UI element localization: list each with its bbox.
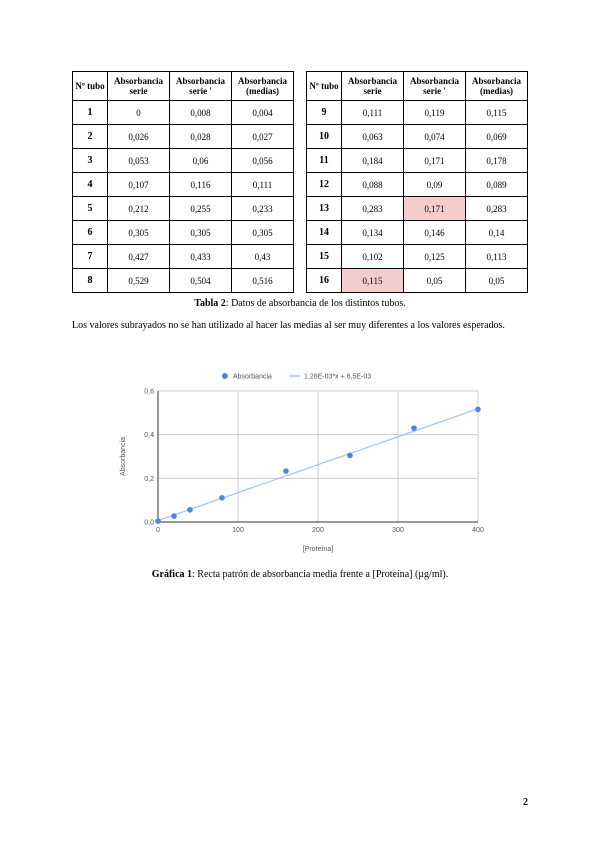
data-point [475, 407, 481, 413]
absorbance-cell: 0 [108, 101, 170, 125]
tube-number-cell: 8 [73, 269, 108, 293]
table-row [73, 101, 294, 125]
absorbance-cell: 0,026 [108, 125, 170, 149]
legend-marker-series [222, 373, 228, 379]
calibration-chart [110, 362, 500, 557]
absorbance-cell: 0,111 [232, 173, 294, 197]
absorbance-cell: 0,171 [404, 149, 466, 173]
absorbance-cell: 0,088 [342, 173, 404, 197]
chart-caption-text: : Recta patrón de absorbancia media frente a [Proteína] (µg/ml). [192, 569, 449, 580]
note-paragraph: Los valores subrayados no se han utilizado al hacer las medias al ser muy diferentes a los valores esperados. [72, 320, 505, 331]
header-medias: Absorbancia (medias) [232, 72, 294, 101]
tube-number-cell: 15 [307, 245, 342, 269]
absorbance-cell: 0,119 [404, 101, 466, 125]
tube-number-cell: 13 [307, 197, 342, 221]
absorbance-table-left [72, 71, 294, 293]
absorbance-cell: 0,074 [404, 125, 466, 149]
absorbance-cell: 0,125 [404, 245, 466, 269]
absorbance-cell: 0,178 [466, 149, 528, 173]
tube-number-cell: 2 [73, 125, 108, 149]
absorbance-cell: 0,05 [404, 269, 466, 293]
tube-number-cell: 12 [307, 173, 342, 197]
absorbance-cell: 0,212 [108, 197, 170, 221]
absorbance-cell: 0,056 [232, 149, 294, 173]
table-row [307, 269, 528, 293]
table-row [73, 269, 294, 293]
absorbance-cell: 0,116 [170, 173, 232, 197]
data-point [411, 425, 417, 431]
header-serie: Absorbancia serie [108, 72, 170, 101]
header-tubo: Nº tubo [73, 72, 108, 101]
absorbance-cell: 0,184 [342, 149, 404, 173]
absorbance-cell: 0,504 [170, 269, 232, 293]
absorbance-cell: 0,171 [404, 197, 466, 221]
x-tick-label: 200 [312, 527, 324, 534]
table-row [307, 221, 528, 245]
table-row [307, 101, 528, 125]
table-row [73, 221, 294, 245]
tube-number-cell: 5 [73, 197, 108, 221]
absorbance-cell: 0,255 [170, 197, 232, 221]
tube-number-cell: 7 [73, 245, 108, 269]
table-row [73, 173, 294, 197]
table-caption-text: : Datos de absorbancia de los distintos tubos. [225, 298, 406, 309]
table-row [307, 173, 528, 197]
absorbance-cell: 0,102 [342, 245, 404, 269]
header-serie-prima: Absorbancia serie ' [404, 72, 466, 101]
chart-caption [0, 569, 600, 580]
y-tick-label: 0,6 [144, 388, 154, 396]
absorbance-cell: 0,305 [108, 221, 170, 245]
chart-caption-label: Gráfica 1 [151, 569, 193, 580]
x-tick-label: 0 [156, 527, 160, 534]
data-point [171, 513, 177, 519]
legend-label-trendline: 1,28E-03*x + 6,5E-03 [304, 373, 372, 381]
y-axis-label: Absorbancia [120, 437, 127, 476]
absorbance-cell: 0,283 [342, 197, 404, 221]
absorbance-cell: 0,134 [342, 221, 404, 245]
absorbance-cell: 0,053 [108, 149, 170, 173]
table-caption-label: Tabla 2 [194, 298, 226, 309]
absorbance-cell: 0,09 [404, 173, 466, 197]
x-tick-label: 300 [392, 527, 404, 534]
data-point [219, 495, 225, 501]
tube-number-cell: 14 [307, 221, 342, 245]
table-row [73, 245, 294, 269]
header-tubo: Nº tubo [307, 72, 342, 101]
absorbance-cell: 0,027 [232, 125, 294, 149]
y-tick-label: 0,4 [144, 432, 154, 440]
header-serie-prima: Absorbancia serie ' [170, 72, 232, 101]
tube-number-cell: 1 [73, 101, 108, 125]
table-row [73, 197, 294, 221]
table-row [307, 149, 528, 173]
absorbance-cell: 0,115 [342, 269, 404, 293]
tube-number-cell: 3 [73, 149, 108, 173]
table-row [307, 125, 528, 149]
table-row [307, 197, 528, 221]
table-body-left [73, 101, 294, 293]
absorbance-cell: 0,233 [232, 197, 294, 221]
absorbance-cell: 0,06 [170, 149, 232, 173]
data-point [283, 468, 289, 474]
absorbance-cell: 0,113 [466, 245, 528, 269]
data-point [155, 518, 161, 524]
table-row [73, 125, 294, 149]
header-serie: Absorbancia serie [342, 72, 404, 101]
absorbance-cell: 0,004 [232, 101, 294, 125]
table-caption [0, 298, 600, 309]
data-point [187, 507, 193, 513]
table-row [73, 149, 294, 173]
tube-number-cell: 9 [307, 101, 342, 125]
x-axis-label: [Proteína] [302, 546, 334, 553]
table-header-row [307, 72, 528, 101]
table-body-right [307, 101, 528, 293]
tube-number-cell: 6 [73, 221, 108, 245]
absorbance-cell: 0,008 [170, 101, 232, 125]
tube-number-cell: 10 [307, 125, 342, 149]
x-tick-label: 100 [232, 527, 244, 534]
header-medias: Absorbancia (medias) [466, 72, 528, 101]
y-tick-label: 0,0 [144, 519, 154, 527]
absorbance-cell: 0,516 [232, 269, 294, 293]
y-tick-label: 0,2 [144, 475, 154, 483]
tube-number-cell: 4 [73, 173, 108, 197]
absorbance-cell: 0,028 [170, 125, 232, 149]
absorbance-cell: 0,433 [170, 245, 232, 269]
page-number: 2 [523, 797, 528, 808]
data-point [347, 453, 353, 459]
absorbance-cell: 0,529 [108, 269, 170, 293]
absorbance-cell: 0,115 [466, 101, 528, 125]
absorbance-cell: 0,305 [232, 221, 294, 245]
absorbance-cell: 0,427 [108, 245, 170, 269]
legend-label-series: Absorbancia [233, 373, 272, 381]
absorbance-cell: 0,305 [170, 221, 232, 245]
absorbance-cell: 0,14 [466, 221, 528, 245]
absorbance-cell: 0,107 [108, 173, 170, 197]
table-row [307, 245, 528, 269]
absorbance-cell: 0,111 [342, 101, 404, 125]
absorbance-table-right [306, 71, 528, 293]
absorbance-cell: 0,069 [466, 125, 528, 149]
absorbance-cell: 0,089 [466, 173, 528, 197]
table-header-row [73, 72, 294, 101]
tube-number-cell: 11 [307, 149, 342, 173]
absorbance-cell: 0,146 [404, 221, 466, 245]
absorbance-cell: 0,283 [466, 197, 528, 221]
absorbance-cell: 0,063 [342, 125, 404, 149]
absorbance-cell: 0,05 [466, 269, 528, 293]
tube-number-cell: 16 [307, 269, 342, 293]
x-tick-label: 400 [472, 527, 484, 534]
absorbance-cell: 0,43 [232, 245, 294, 269]
